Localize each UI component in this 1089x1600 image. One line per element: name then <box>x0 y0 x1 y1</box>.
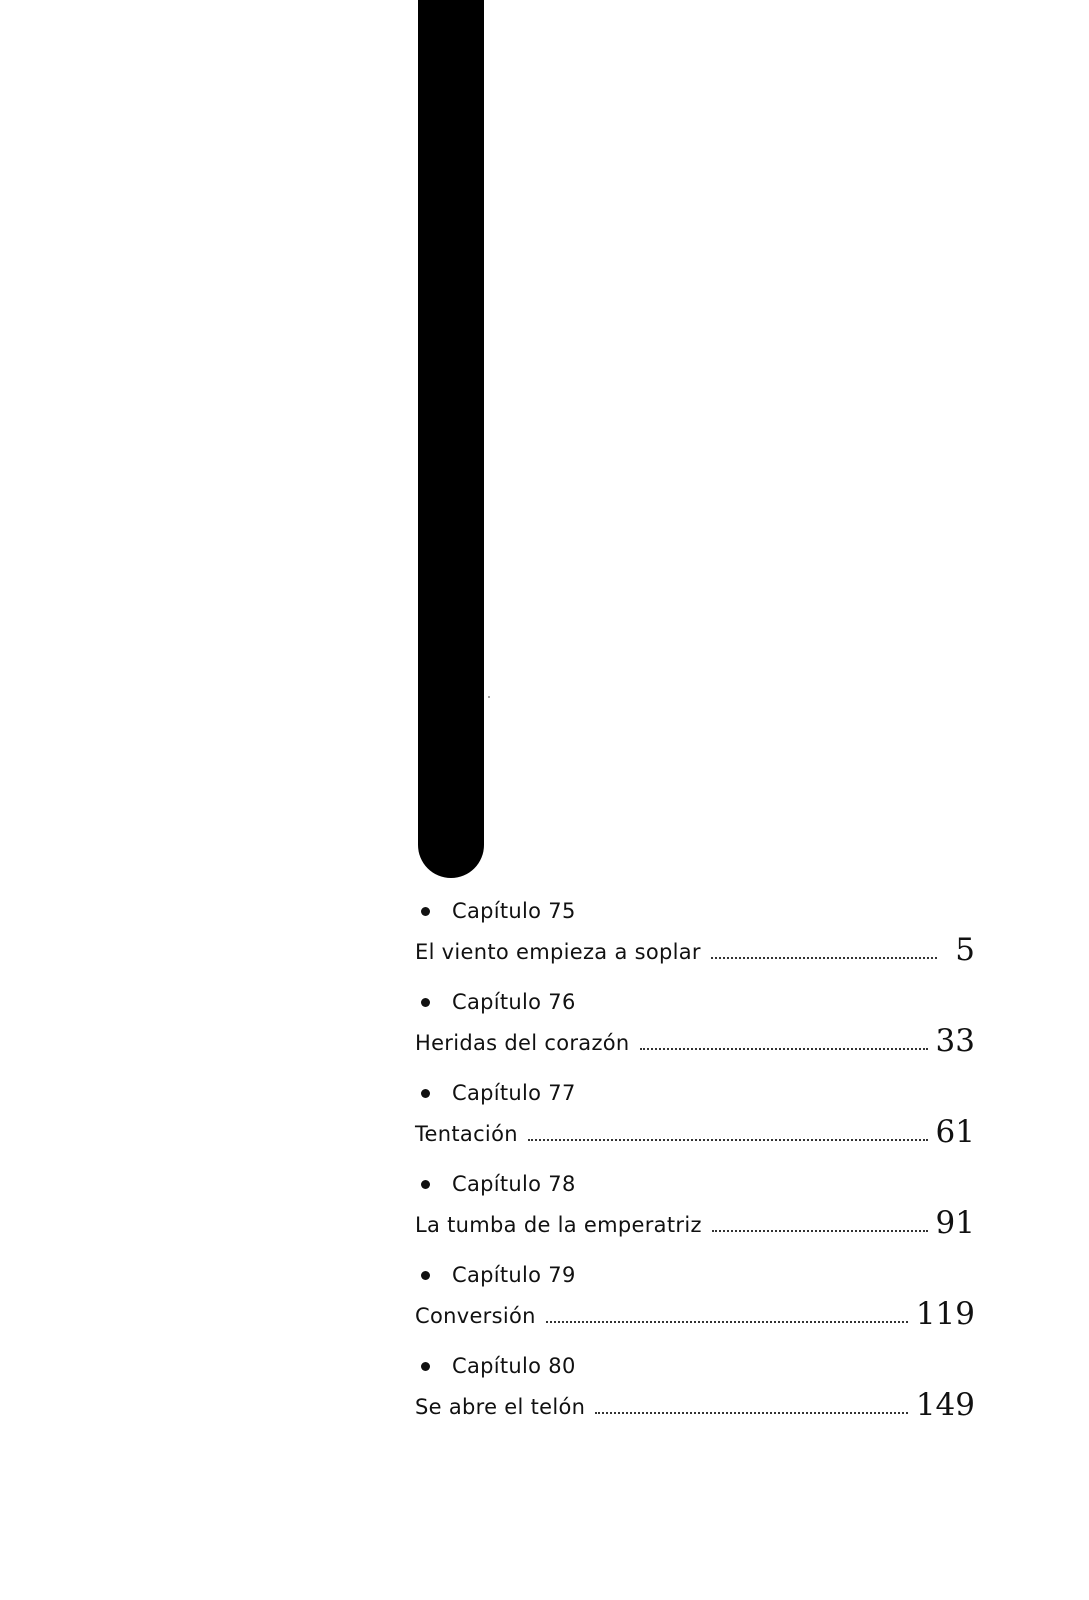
bullet-icon <box>421 907 430 916</box>
bullet-icon <box>421 998 430 1007</box>
chapter-label: Capítulo 76 <box>452 990 576 1014</box>
chapter-title: Tentación <box>415 1122 518 1146</box>
dot-leader <box>528 1139 928 1141</box>
dot-leader <box>640 1048 928 1050</box>
dot-leader <box>712 1230 928 1232</box>
page-number: 5 <box>955 932 975 968</box>
chapter-title: La tumba de la emperatriz <box>415 1213 702 1237</box>
toc-entry-80 <box>415 1351 975 1442</box>
decorative-black-bar <box>418 0 484 878</box>
page-number: 91 <box>935 1205 975 1241</box>
toc-entry-75 <box>415 896 975 987</box>
chapter-label: Capítulo 78 <box>452 1172 576 1196</box>
dot-leader <box>595 1412 908 1414</box>
page-number: 33 <box>935 1023 975 1059</box>
page-number: 119 <box>915 1296 975 1332</box>
chapter-title: Se abre el telón <box>415 1395 586 1419</box>
bullet-icon <box>421 1089 430 1098</box>
page-number: 61 <box>935 1114 975 1150</box>
chapter-label: Capítulo 75 <box>452 899 576 923</box>
toc-entry-77 <box>415 1078 975 1169</box>
dot-leader <box>546 1321 908 1323</box>
page-number: 149 <box>915 1387 975 1423</box>
toc-entry-76 <box>415 987 975 1078</box>
dot-leader <box>711 957 937 959</box>
chapter-label: Capítulo 77 <box>452 1081 576 1105</box>
speck <box>488 696 490 698</box>
chapter-label: Capítulo 80 <box>452 1354 576 1378</box>
toc-entry-79 <box>415 1260 975 1351</box>
chapter-title: Conversión <box>415 1304 536 1328</box>
bullet-icon <box>421 1180 430 1189</box>
bullet-icon <box>421 1271 430 1280</box>
table-of-contents <box>415 896 975 1442</box>
toc-entry-78 <box>415 1169 975 1260</box>
chapter-label: Capítulo 79 <box>452 1263 576 1287</box>
bullet-icon <box>421 1362 430 1371</box>
chapter-title: El viento empieza a soplar <box>415 940 701 964</box>
chapter-title: Heridas del corazón <box>415 1031 630 1055</box>
